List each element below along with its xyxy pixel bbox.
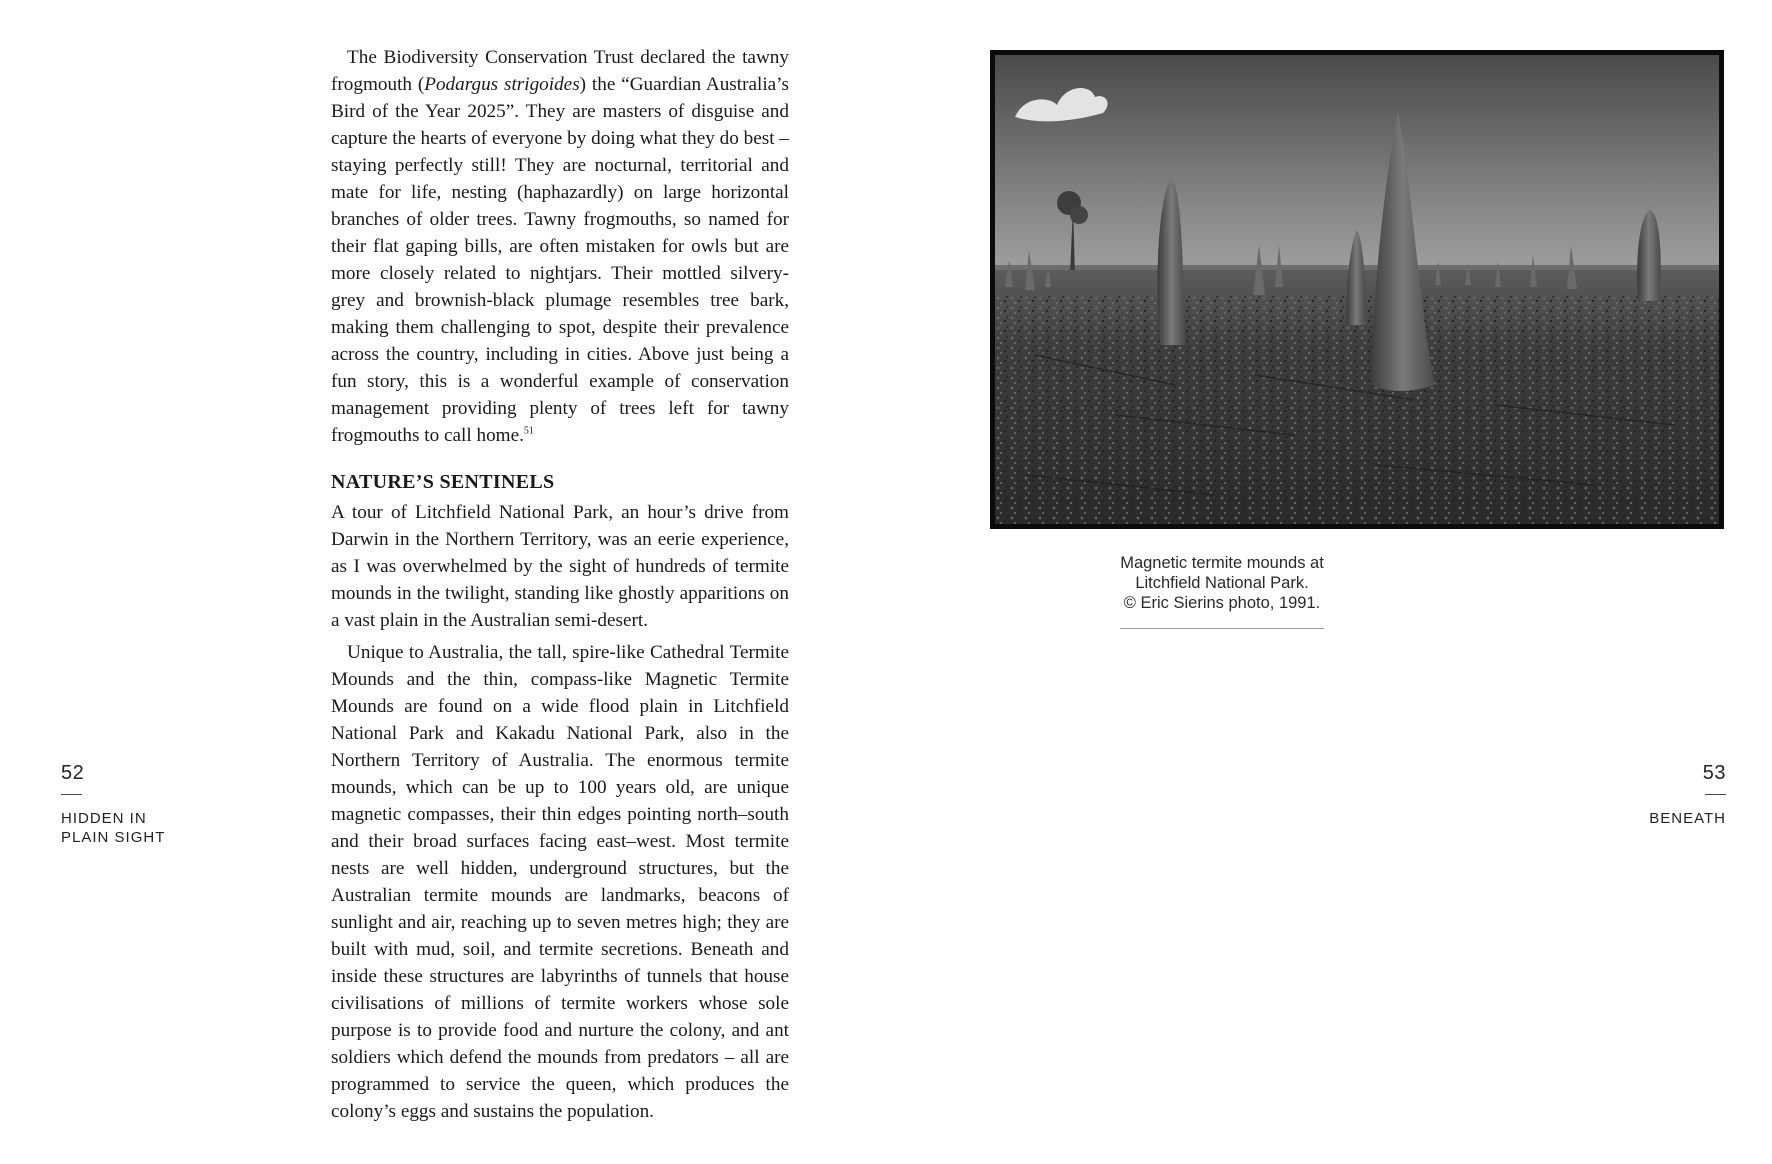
folio-rule-right — [1705, 794, 1726, 795]
running-head-left-line2: PLAIN SIGHT — [61, 829, 166, 846]
paragraph-frogmouth — [331, 44, 789, 449]
running-head-left-line1: HIDDEN IN — [61, 810, 147, 827]
section-heading: NATURE’S SENTINELS — [331, 471, 555, 493]
folio-rule-left — [61, 794, 82, 795]
paragraph-termite-mounds: Unique to Australia, the tall, spire-like Cathedral Termite Mounds and the thin, compass-like Magnetic Termite Mounds are found on a wide flood plain in Litchfield National Park and Kakadu National Park, also in the Northern Territory of Australia. The enormous termite mounds, which can be up to 100 years old, are unique magnetic compasses, their thin edges pointing north–south and their broad surfaces facing east–west. Most termite nests are well hidden, underground structures, but the Australian termite mounds are landmarks, beacons of sunlight and air, reaching up to seven metres high; they are built with mud, soil, and termite secretions. Beneath and inside these structures are labyrinths of tunnels that house civilisations of millions of termite workers whose sole purpose is to provide food and nurture the colony, and ant soldiers which defend the mounds from predators – all are programmed to service the queen, which produces the colony’s eggs and sustains the population. — [331, 642, 789, 1122]
termite-mounds-photo — [990, 50, 1724, 529]
running-head-right: BENEATH — [1649, 810, 1726, 827]
species-name-italic: Podargus strigoides — [424, 74, 580, 95]
paragraph-frogmouth-a: The Biodiversity Conservation Trust declared the tawny frogmouth ( — [331, 47, 789, 95]
ground-texture — [995, 295, 1719, 524]
caption-line-2: Litchfield National Park. — [1135, 574, 1309, 592]
tree-crown-lower — [1070, 206, 1088, 224]
body-text-column — [331, 44, 789, 1125]
paragraph-litchfield-tour: A tour of Litchfield National Park, an hour’s drive from Darwin in the Northern Territory, was an eerie experience, as I was overwhelmed by the sight of hundreds of termite mounds in the twilight, standing like ghostly apparitions on a vast plain in the Australian semi-desert. — [331, 502, 789, 631]
right-folio — [1649, 762, 1726, 828]
page-number-right: 53 — [1702, 762, 1726, 784]
left-folio — [61, 762, 165, 847]
caption-line-1: Magnetic termite mounds at — [1120, 554, 1324, 572]
photo-illustration — [995, 55, 1719, 524]
caption-line-3: © Eric Sierins photo, 1991. — [1123, 594, 1321, 612]
photo-caption — [1080, 553, 1364, 629]
running-head-left — [61, 809, 165, 847]
caption-rule — [1120, 628, 1324, 629]
paragraph-frogmouth-b: ) the “Guardian Australia’s Bird of the Year 2025”. They are masters of disguise and capture the hearts of everyone by doing what they do best – staying perfectly still! They are nocturnal, territorial and mate for life, nesting (haphazardly) on large horizontal branches of older trees. Tawny frogmouths, so named for their flat gaping bills, are often mistaken for owls but are more closely related to nightjars. Their mottled silvery-grey and brownish-black plumage resembles tree bark, making them challenging to spot, despite their prevalence across the country, including in cities. Above just being a fun story, this is a wonderful example of conservation management providing plenty of trees left for tawny frogmouths to call home. — [331, 74, 789, 446]
page-number-left: 52 — [61, 762, 85, 784]
footnote-marker: 51 — [523, 425, 534, 437]
